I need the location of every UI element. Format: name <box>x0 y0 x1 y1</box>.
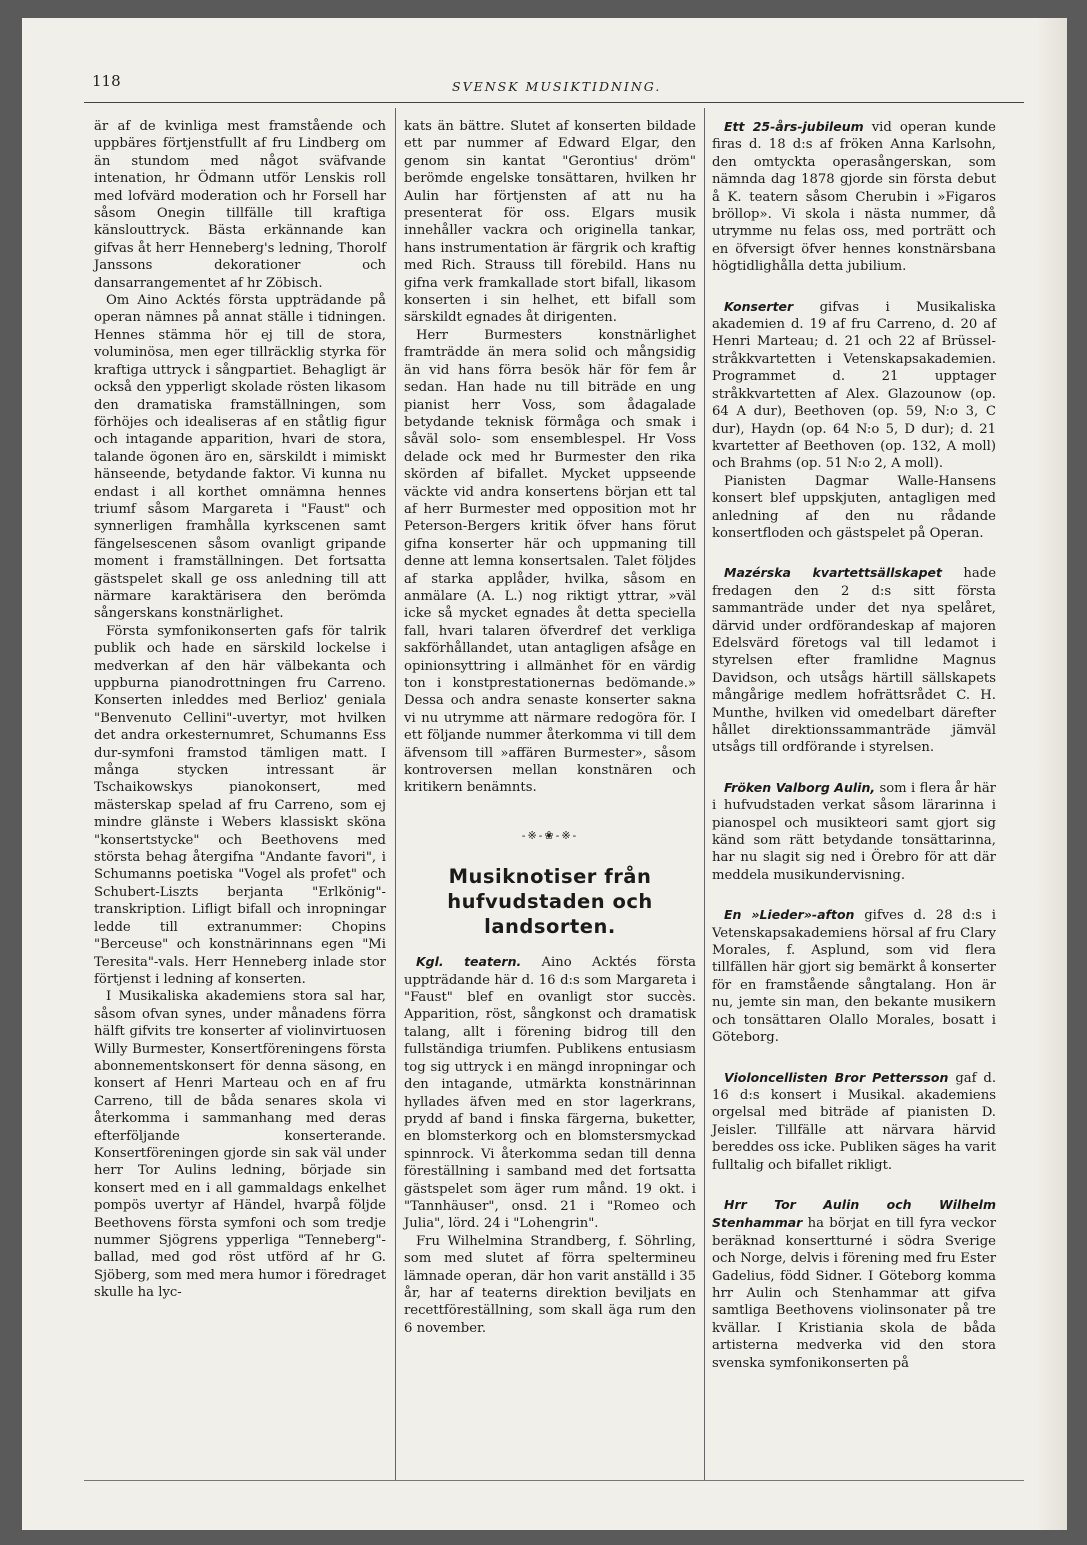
notice-text: Aino Acktés första uppträdande här d. 16 d:s som Margareta i "Faust" blef en ovanligt stor succès. Apparition, röst, sångkonst och dramatisk talang, allt i förening bidrog till den fullständiga triumfen. Publikens entusiasm tog sig uttryck i en mängd inropningar och den intagande, utmärkta konstnärinnan hyllades äfven med en stor lagerkrans, prydd af band i finska färgerna, buketter, en blomsterkorg och en blomstersmyckad spinnrock. Vi återkomma sedan till denna föreställning i samband med det fortsatta gästspelet som äger rum månd. 19 okt. i "Tannhäuser", onsd. 21 i "Romeo och Julia", lörd. 24 i "Lohengrin". <box>404 955 696 1232</box>
notice-lead: Kgl. teatern. <box>416 954 522 970</box>
notice-paragraph <box>712 779 996 884</box>
notice-paragraph <box>712 906 996 1046</box>
notice-text: gifvas i Musikaliska akademien d. 19 af fru Carreno, d. 20 af Henri Marteau; d. 21 och 22 af Brüssel-stråkkvartetten i Vetenskapsakademien. Programmet d. 21 upptager stråkkvartetten af Alex. Glazounow (op. 64 A dur), Beethoven (op. 59, N:o 3, C dur), Haydn (op. 64 N:o 5, D dur); d. 21 kvartetter af Beethoven (op. 132, A moll) och Brahms (op. 51 N:o 2, A moll). <box>712 299 996 472</box>
running-title: SVENSK MUSIKTIDNING. <box>452 79 662 94</box>
page-number: 118 <box>92 72 121 90</box>
paragraph: Herr Burmesters konstnärlighet framträdde än mera solid och mångsidig än vid hans förra besök här för fem år sedan. Han hade nu till biträde en ung pianist herr Voss, som ådagalade betydande teknisk förmåga och smak i såväl solo- som ensemblespel. Hr Voss delade ock med hr Burmester den rika skörden af bifallet. Mycket uppseende väckte vid andra konsertens början ett tal af herr Burmester med opposition mot hr Peterson-Bergers kritik öfver hans förut gifna konserter här och uppmaning till denne att lemna konsertsalen. Talet följdes af starka applåder, hvilka, såsom en anmälare (A. L.) nog riktigt yttrar, »väl icke så mycket egnades åt detta speciella fall, hvari talaren öfverdref det verkliga sakförhållandet, utan antagligen afsåge en opinionsyttring i allmänhet för en värdig ton i konstprestationernas bedömande.» Dessa och andra senaste konserter sakna vi nu utrymme att närmare redogöra för. I ett följande nummer återkomma vi till dem äfvensom till »affären Burmester», såsom kontroversen mellan konstnären och kritikern benämnts. <box>404 327 696 796</box>
bottom-rule <box>84 1480 1024 1481</box>
paragraph: kats än bättre. Slutet af konserten bildade ett par nummer af Edward Elgar, den genom sin kantat "Gerontius' dröm" berömde engelske tonsättaren, hvilken hr Aulin har förtjensten af att nu ha presenterat för oss. Elgars musik innehåller vackra och originella tankar, hans instrumentation är färgrik och kraftig med Rich. Strauss till förebild. Hans nu gifna verk framkallade stort bifall, likasom konserten i sin helhet, ett bifall som särskildt egnades åt dirigenten. <box>404 119 696 326</box>
column-3 <box>712 118 996 1394</box>
notice-paragraph <box>712 118 996 276</box>
paragraph: är af de kvinliga mest framstående och uppbäres förtjenstfullt af fru Lindberg om än stundom med något sväfvande intenation, hr Ödmann utför Lenskis roll med lofvärd moderation och hr Forsell har såsom Onegin tillfälle till kraftiga känslouttryck. Bästa erkännande kan gifvas åt herr Henneberg's ledning, Thorolf Janssons dekorationer och dansarrangementet af hr Zöbisch. <box>94 119 386 291</box>
notice-lead: Konserter <box>724 298 794 314</box>
notice-text: gifves d. 28 d:s i Vetenskapsakademiens hörsal af fru Clary Morales, f. Asplund, som vid flera tillfällen här gjort sig bemärkt å konserter för en framstående sångtalang. Hon är nu, jemte sin man, den bekante musikern och tonsättaren Olallo Morales, bosatt i Göteborg. <box>712 908 996 1046</box>
notice-text: gaf d. 16 d:s konsert i Musikal. akademiens orgelsal med biträde af pianisten D. Jeisler. Tillfälle att närvara härvid bereddes oss icke. Publiken säges ha varit fulltalig och bifallet rikligt. <box>712 1070 997 1173</box>
notice-paragraph <box>404 953 696 1233</box>
section-heading: Musiknotiser från hufvudstaden och landsorten. <box>447 865 653 939</box>
notice-text: som i flera år här i hufvudstaden verkat såsom lärarinna i pianospel och musikteori samt gjort sig känd som rätt betydande tonsättarinna, har nu slagit sig ned i Örebro för att där meddela musikundervisning. <box>712 780 996 883</box>
notice-paragraph <box>712 1196 996 1372</box>
notice-paragraph <box>712 473 996 543</box>
notice-text: vid operan kunde firas d. 18 d:s af fröken Anna Karlsohn, den omtyckta operasångerskan, som nämnda dag 1878 gjorde sin första debut å K. teatern såsom Cherubin i »Figaros bröllop». Vi skola i nästa nummer, då utrymme nu felas oss, med porträtt och en öfversigt öfver hennes konstnärsbana högtidlighålla detta jubilium. <box>712 120 996 275</box>
notice-lead: Violoncellisten Bror Pettersson <box>724 1069 949 1085</box>
notice-lead: Hrr Tor Aulin och Wilhelm Stenhammar <box>712 1196 996 1231</box>
notice-text: hade fredagen den 2 d:s sitt första sammanträde under det nya spelåret, därvid under ordförandeskap af majoren Edelsvärd företogs val till ledamot i styrelsen efter framlidne Magnus Davidson, och utsågs härtill sällskapets mångårige medlem hofrättsrådet C. H. Munthe, hvilken vid omedelbart därefter hållet direktionssammanträde jämväl utsågs till ordförande i styrelsen. <box>712 566 996 756</box>
newspaper-page <box>22 18 1067 1530</box>
column-divider-2 <box>704 108 705 1480</box>
notice-lead: Fröken Valborg Aulin, <box>724 779 876 795</box>
paragraph: Om Aino Acktés första uppträdande på operan nämnes på annat ställe i tidningen. Hennes stämma hör ej till de stora, voluminösa, men eger tillräcklig styrka för kraftiga uttryck i sångpartiet. Behagligt är också den ypperligt skolade rösten likasom den dramatiska framställningen, som förhöjes och idealiseras af en ståtlig figur och intagande apparition, hvari de stora, talande ögonen äro en, särskildt i mimiskt hänseende, betydande faktor. Vi kunna nu endast i all korthet omnämna hennes triumf såsom Margareta i "Faust" och synnerligen framhålla kyrkscenen samt fängelsescenen såsom ovanligt gripande moment i framställningen. Det fortsatta gästspelet skall ge oss anledning till att närmare karaktärisera den berömda sångerskans konstnärlighet. <box>94 293 386 622</box>
column-1 <box>94 118 386 1302</box>
notice-lead: Ett 25-års-jubileum <box>724 119 864 134</box>
paragraph: I Musikaliska akademiens stora sal har, såsom ofvan synes, under månadens förra hälft gifvits tre konserter af violinvirtuosen Willy Burmester, Konsertföreningens första abonnementskonsert för denna säsong, en konsert af Henri Marteau och en af fru Carreno, till de båda senares skola vi återkomma i sammanhang med deras efterföljande konserterande. Konsertföreningen gjorde sin sak väl under herr Tor Aulins ledning, började sin konsert med en i all gammaldags enkelhet pompös uvertyr af Händel, hvarpå följde Beethovens första symfoni och som tredje nummer Sjögrens ypperliga "Tenneberg"-ballad, med god röst utförd af hr G. Sjöberg, som med mera humor i föredraget skulle ha lyc- <box>94 989 386 1301</box>
page-edge-shadow <box>1039 18 1067 1530</box>
notice-lead: Mazérska kvartettsällskapet <box>724 565 943 581</box>
header-rule <box>84 102 1024 103</box>
section-ornament: -※-❀-※- <box>521 828 579 842</box>
notice-paragraph <box>712 1069 996 1174</box>
notice-paragraph <box>712 564 996 756</box>
notice-text: Fru Wilhelmina Strandberg, f. Söhrling, som med slutet af förra speltermineu lämnade operan, där hon varit anställd i 35 år, har af teaterns direktion beviljats en recettföreställning, som skall äga rum den 6 november. <box>404 1233 696 1336</box>
column-2 <box>404 118 696 1337</box>
column-divider-1 <box>395 108 396 1480</box>
notice-paragraph <box>712 298 996 473</box>
notice-text: ha börjat en till fyra veckor beräknad konsertturné i södra Sverige och Norge, delvis i förening med fru Ester Gadelius, född Sidner. I Göteborg komma hrr Aulin och Stenhammar att gifva samtliga Beethovens violinsonater på tre kvällar. I Kristiania skola de båda artisterna medverka vid den stora svenska symfonikonserten på <box>712 1216 996 1371</box>
notice-paragraph <box>404 1233 696 1337</box>
paragraph: Första symfonikonserten gafs för talrik publik och hade en särskild lockelse i medverkan af den här välbekanta och uppburna pianodrottningen fru Carreno. Konserten inleddes med Berlioz' geniala "Benvenuto Cellini"-uvertyr, mot hvilken det andra orkesternumret, Schumanns Ess dur-symfoni framstod tämligen matt. I många stycken intressant är Tschaikowskys pianokonsert, med mästerskap spelad af fru Carreno, som ej mindre glänste i Webers klassiskt sköna "konsertstycke" och Beethovens med största behag återgifna "Andante favori", i Schumanns poetiska "Vogel als profet" och Schubert-Liszts berjanta "Erlkönig"-transkription. Lifligt bifall och inropningar ledde till extranummer: Chopins "Berceuse" och konstnärinnans egen "Mi Teresita"-vals. Herr Henneberg inlade stor förtjenst i ledning af konserten. <box>94 623 386 987</box>
notice-text: Pianisten Dagmar Walle-Hansens konsert blef uppskjuten, antagligen med anledning af den nu rådande konsertfloden och gästspelet på Operan. <box>712 473 996 541</box>
notice-lead: En »Lieder»-afton <box>724 907 855 923</box>
